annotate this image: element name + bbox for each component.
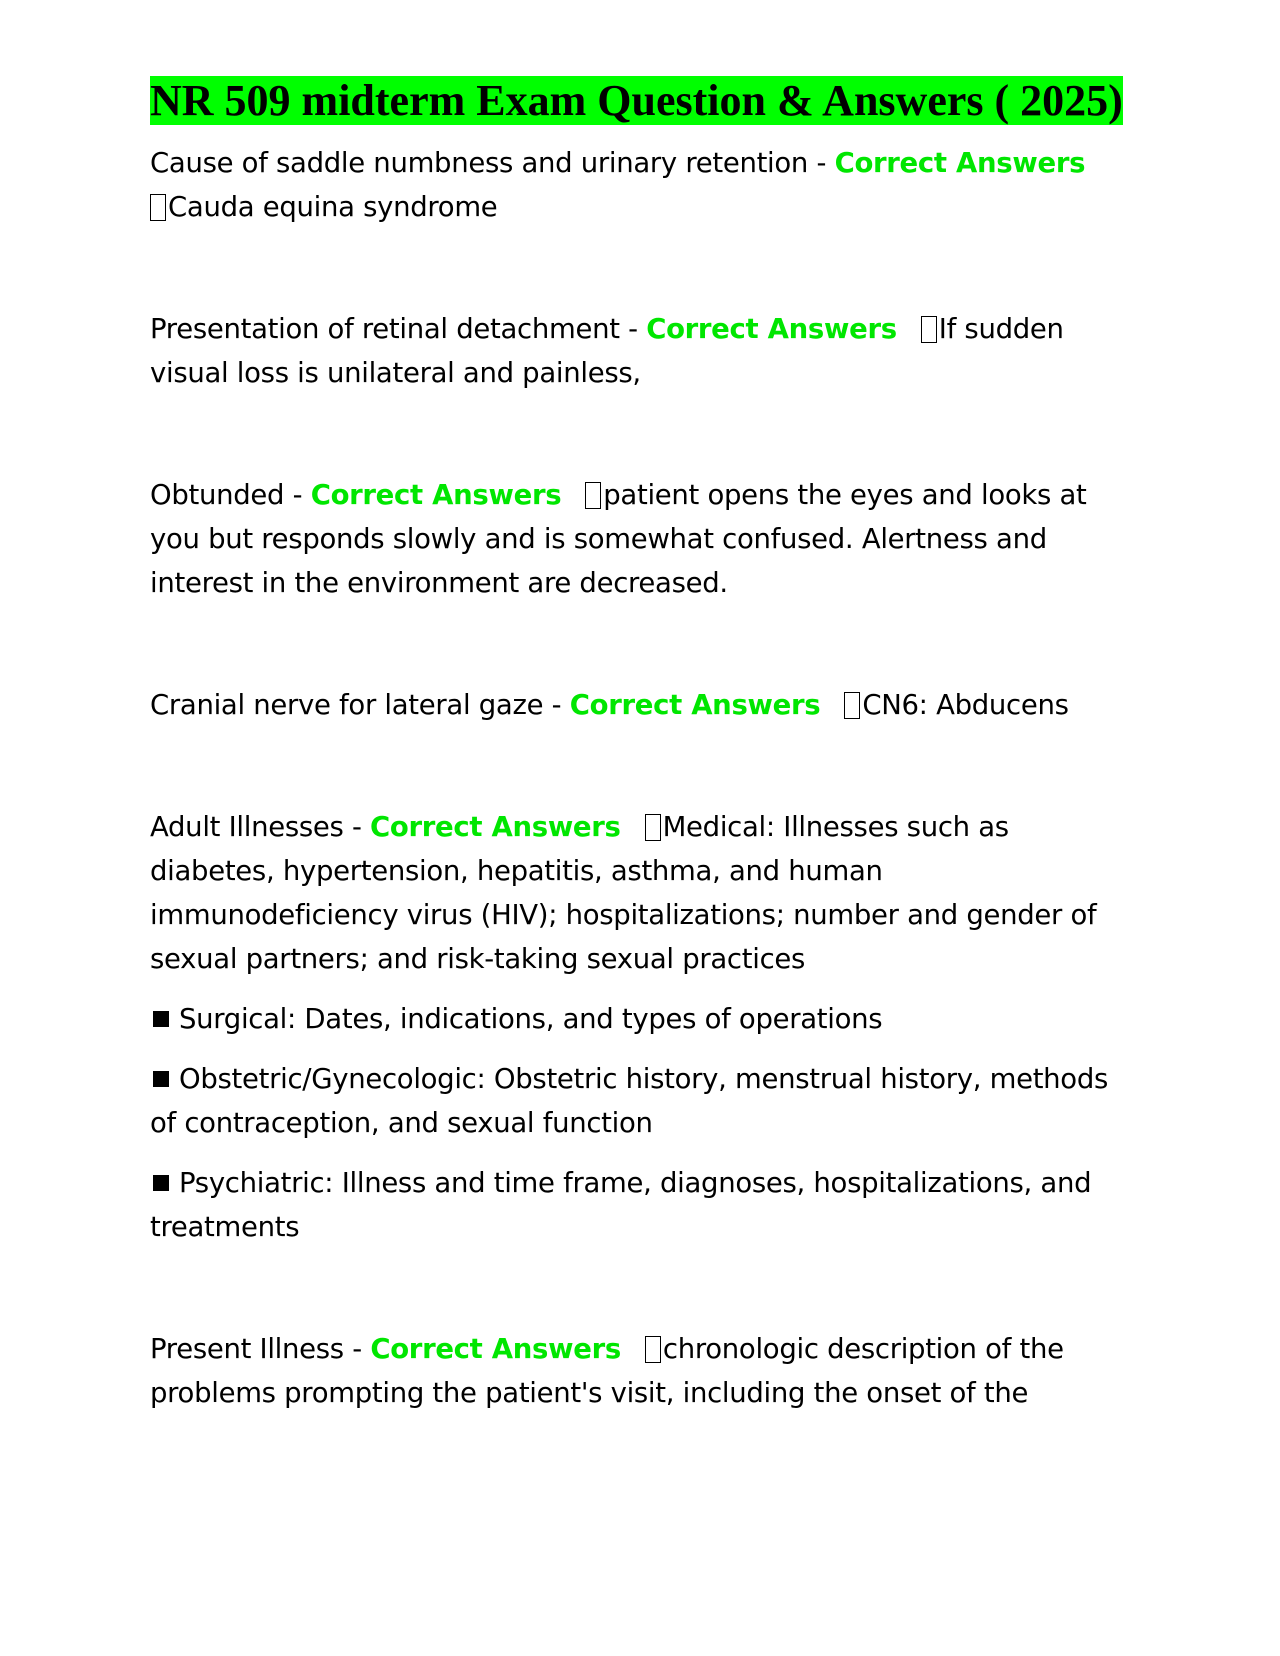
question-text: Cause of saddle numbness and urinary retention - [150,147,835,179]
answer-text: Medical: Illnesses such as diabetes, hypertension, hepatitis, asthma, and human immunodeficiency virus (HIV); hospitalizations; number and gender of sexual partners; and risk-taking sexual practices [150,811,1097,975]
title-highlight: NR 509 midterm Exam Question & Answers ( 2025) [150,76,1123,125]
document-title [150,72,1130,129]
bullet-text: Obstetric/Gynecologic: Obstetric history, menstrual history, methods of contraception, and sexual function [150,1063,1109,1139]
missing-glyph-icon [585,482,601,509]
correct-answers-label: Correct Answers [370,1333,621,1365]
question-text: Cranial nerve for lateral gaze - [150,689,570,721]
question-text: Present Illness - [150,1333,371,1365]
correct-answers-label: Correct Answers [370,811,621,843]
answer-text: Cauda equina syndrome [168,191,498,223]
missing-glyph-icon [150,194,166,221]
qa-entry [150,805,1130,981]
square-bullet-icon [153,1071,169,1087]
bullet-item [150,1161,1130,1249]
answer-text: CN6: Abducens [862,689,1069,721]
qa-entry [150,307,1130,395]
answer-text: If sudden visual loss is unilateral and painless, [150,313,1064,389]
answer-text: chronologic description of the problems prompting the patient's visit, including the onset of the [150,1333,1064,1409]
square-bullet-icon [153,1175,169,1191]
qa-entry [150,141,1130,229]
bullet-text: Surgical: Dates, indications, and types of operations [179,1003,883,1035]
qa-entry [150,683,1130,727]
bullet-text: Psychiatric: Illness and time frame, diagnoses, hospitalizations, and treatments [150,1167,1092,1243]
square-bullet-icon [153,1011,169,1027]
qa-entry [150,1327,1130,1415]
question-text: Presentation of retinal detachment - [150,313,647,345]
question-text: Adult Illnesses - [150,811,371,843]
correct-answers-label: Correct Answers [646,313,897,345]
missing-glyph-icon [844,692,860,719]
correct-answers-label: Correct Answers [834,147,1086,179]
missing-glyph-icon [645,814,661,841]
qa-entry [150,473,1130,605]
missing-glyph-icon [921,316,937,343]
missing-glyph-icon [645,1336,661,1363]
correct-answers-label: Correct Answers [569,689,821,721]
correct-answers-label: Correct Answers [310,479,562,511]
answer-text: patient opens the eyes and looks at you but responds slowly and is somewhat confused. Alertness and interest in the environment are decreased. [150,479,1087,599]
bullet-item [150,1057,1130,1145]
bullet-item [150,997,1130,1041]
document-page [150,72,1130,1415]
question-text: Obtunded - [150,479,311,511]
